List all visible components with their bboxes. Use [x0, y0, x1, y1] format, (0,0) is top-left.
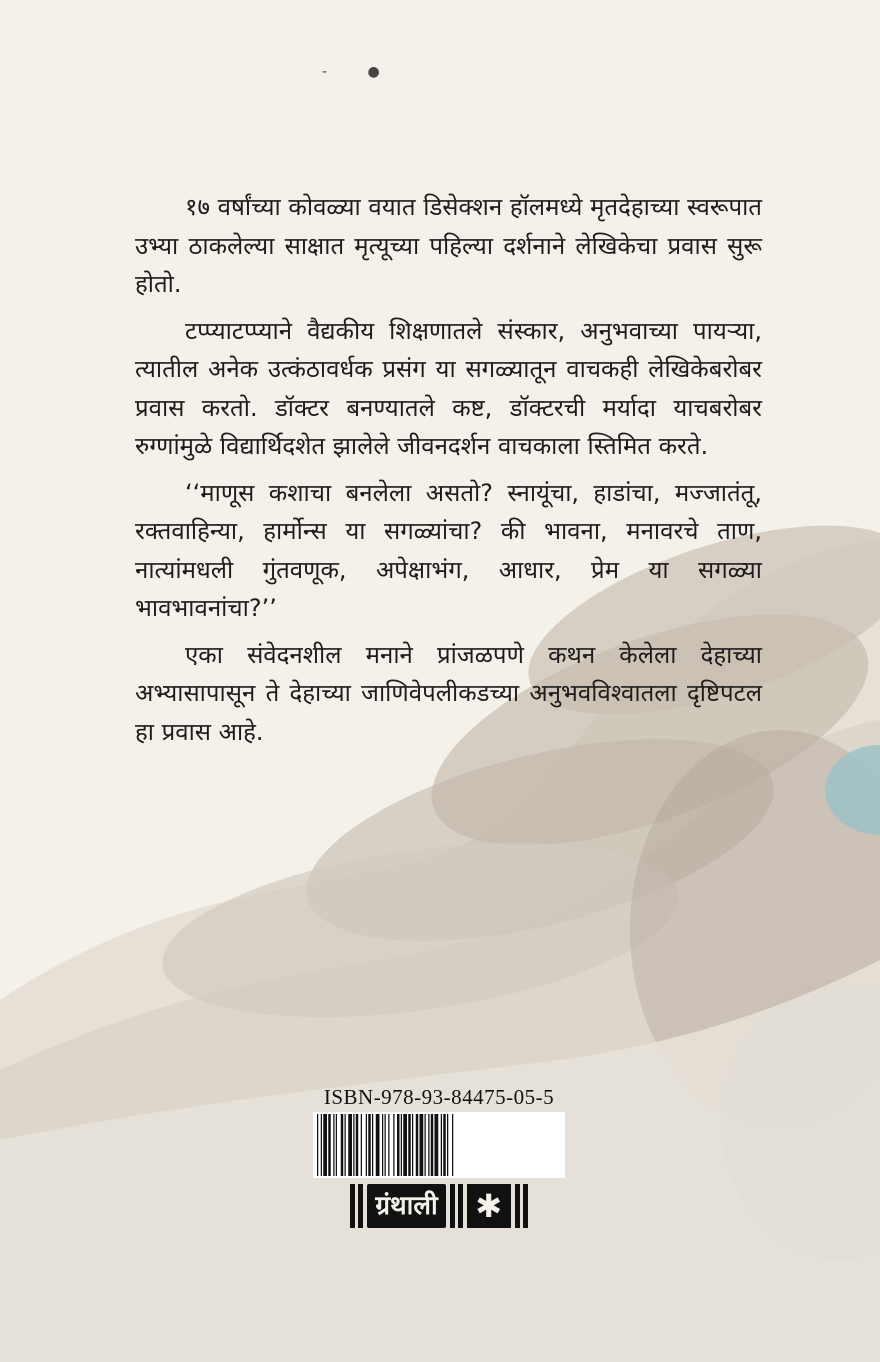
logo-left-bars [350, 1184, 363, 1228]
blurb-paragraph-4: एका संवेदनशील मनाने प्रांजळपणे कथन केलेला देहाच्या अभ्यासापासून ते देहाच्या जाणिवेपलीकडच्या अनुभवविश्वातला दृष्टिपटल हा प्रवास आहे. [135, 640, 762, 746]
publisher-logo [350, 1184, 527, 1228]
blurb-paragraph-2: टप्प्याटप्प्याने वैद्यकीय शिक्षणातले संस्कार, अनुभवाच्या पायऱ्या, त्यातील अनेक उत्कंठावर्धक प्रसंग या सगळ्यातून वाचकही लेखिकेबरोबर प्रवास करतो. डॉक्टर बनण्यातले कष्ट, डॉक्टरची मर्यादा याचबरोबर रुग्णांमुळे विद्यार्थिदशेत झालेले जीवनदर्शन वाचकाला स्तिमित करते. [135, 316, 762, 460]
isbn-number: ISBN-978-93-84475-05-5 [323, 1085, 555, 1109]
cover-speck: ‐ ● [322, 64, 398, 80]
logo-mid-bars [450, 1184, 463, 1228]
barcode [313, 1112, 565, 1178]
isbn-block [310, 1085, 568, 1228]
blurb-paragraph-3: ‘‘माणूस कशाचा बनलेला असतो? स्नायूंचा, हाडांचा, मज्जातंतू, रक्तवाहिन्या, हार्मोन्स या सगळ्यांचा? की भावना, मनावरचे ताण, नात्यांमधली गुंतवणूक, अपेक्षाभंग, आधार, प्रेम या सगळ्या भावभावनांचा?’’ [135, 478, 762, 622]
publisher-name: ग्रंथाली [367, 1184, 445, 1228]
publisher-mark-icon: ✱ [467, 1184, 511, 1228]
blurb-paragraph-1: १७ वर्षांच्या कोवळ्या वयात डिसेक्शन हॉलमध्ये मृतदेहाच्या स्वरूपात उभ्या ठाकलेल्या साक्षात मृत्यूच्या पहिल्या दर्शनाने लेखिकेचा प्रवास सुरू होतो. [135, 193, 762, 298]
blurb-text [135, 188, 762, 751]
logo-right-bars [515, 1184, 528, 1228]
